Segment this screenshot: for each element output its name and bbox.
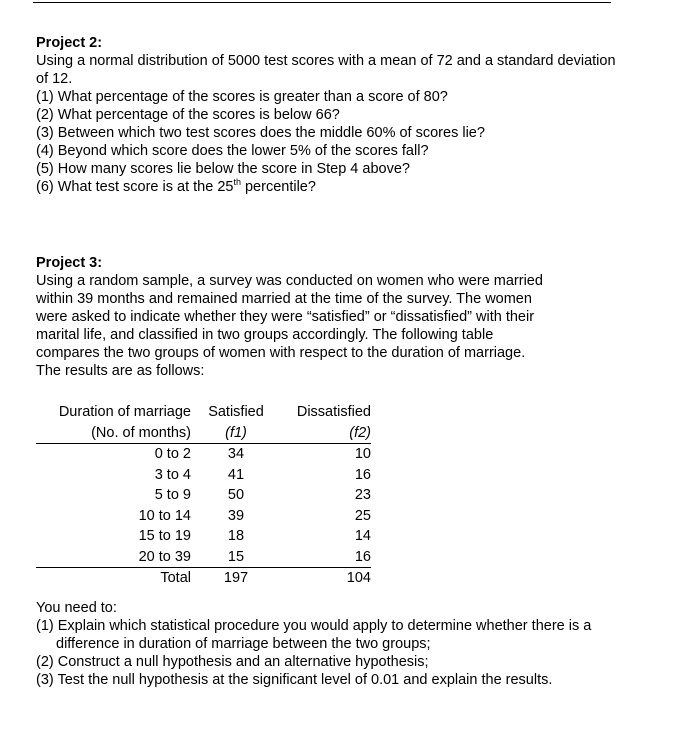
project-2-question-6 — [36, 178, 636, 196]
dissatisfied-cell: 16 — [281, 547, 371, 568]
table-row — [36, 444, 371, 465]
total-satisfied: 197 — [223, 570, 249, 586]
header-satisfied-sub: (f1) — [191, 423, 281, 444]
dissatisfied-cell: 23 — [354, 487, 371, 503]
header-dissatisfied-sub: (f2) — [281, 423, 371, 444]
header-duration-sub: (No. of months) — [36, 423, 191, 444]
marriage-duration-table — [36, 402, 371, 589]
project-2-section — [36, 34, 636, 196]
requirement-item: (2) Construct a null hypothesis and an alternative hypothesis; — [36, 654, 429, 670]
duration-cell: 0 to 2 — [154, 446, 191, 462]
header-dissatisfied: Dissatisfied — [296, 404, 371, 420]
table-row — [36, 465, 371, 486]
requirement-item: (3) Test the null hypothesis at the significant level of 0.01 and explain the results. — [36, 672, 553, 688]
satisfied-cell: 34 — [227, 446, 245, 462]
project-3-intro-line: Using a random sample, a survey was conducted on women who were married — [36, 273, 543, 289]
project-3-section — [36, 254, 636, 380]
project-2-title: Project 2: — [36, 35, 103, 51]
satisfied-cell: 41 — [227, 466, 245, 483]
duration-cell: 20 to 39 — [36, 547, 191, 568]
satisfied-cell: 50 — [227, 487, 245, 503]
project-3-intro-line: were asked to indicate whether they were “satisfied” or “dissatisfied” with their — [36, 309, 535, 325]
table-header-row — [36, 402, 371, 423]
table-row — [36, 526, 371, 547]
table-subheader-row — [36, 423, 371, 444]
q6-suffix: percentile? — [240, 179, 316, 195]
project-3-intro-line: marital life, and classified in two groups accordingly. The following table — [36, 327, 494, 343]
total-label: Total — [160, 570, 191, 586]
header-satisfied: Satisfied — [208, 404, 264, 420]
table-row — [36, 547, 371, 568]
project-2-intro: Using a normal distribution of 5000 test scores with a mean of 72 and a standard deviation of 12. — [36, 53, 616, 87]
table-row — [36, 506, 371, 527]
header-duration: Duration of marriage — [58, 404, 191, 420]
total-dissatisfied: 104 — [346, 570, 371, 586]
table-row — [36, 485, 371, 506]
satisfied-cell: 15 — [191, 547, 281, 568]
project-2-question: (5) How many scores lie below the score in Step 4 above? — [36, 161, 410, 177]
requirements-title: You need to: — [36, 600, 117, 616]
duration-cell: 5 to 9 — [154, 487, 191, 503]
requirement-item: (1) Explain which statistical procedure you would apply to determine whether there is a difference in duration of marriage between the two groups; — [36, 618, 592, 652]
project-3-title: Project 3: — [36, 255, 103, 271]
requirements-section — [36, 599, 636, 689]
project-2-question: (1) What percentage of the scores is greater than a score of 80? — [36, 89, 448, 105]
q6-prefix: (6) What test score is at the 25 — [36, 179, 234, 195]
project-3-intro-line: within 39 months and remained married at the time of the survey. The women — [36, 291, 532, 307]
project-2-question: (4) Beyond which score does the lower 5% of the scores fall? — [36, 143, 429, 159]
project-3-intro-line: The results are as follows: — [36, 363, 205, 379]
satisfied-cell: 39 — [227, 507, 245, 524]
dissatisfied-cell: 25 — [354, 507, 371, 524]
top-divider — [33, 2, 611, 3]
project-2-question: (2) What percentage of the scores is below 66? — [36, 107, 340, 123]
duration-cell: 3 to 4 — [154, 466, 191, 483]
project-3-intro-line: compares the two groups of women with respect to the duration of marriage. — [36, 345, 526, 361]
dissatisfied-cell: 16 — [354, 466, 371, 483]
dissatisfied-cell: 14 — [354, 528, 371, 544]
project-2-question: (3) Between which two test scores does the middle 60% of scores lie? — [36, 125, 485, 141]
duration-cell: 15 to 19 — [138, 528, 191, 544]
q6-superscript: th — [233, 177, 241, 188]
table-total-row — [36, 568, 371, 589]
dissatisfied-cell: 10 — [354, 446, 371, 462]
duration-cell: 10 to 14 — [138, 507, 191, 524]
satisfied-cell: 18 — [227, 528, 245, 544]
